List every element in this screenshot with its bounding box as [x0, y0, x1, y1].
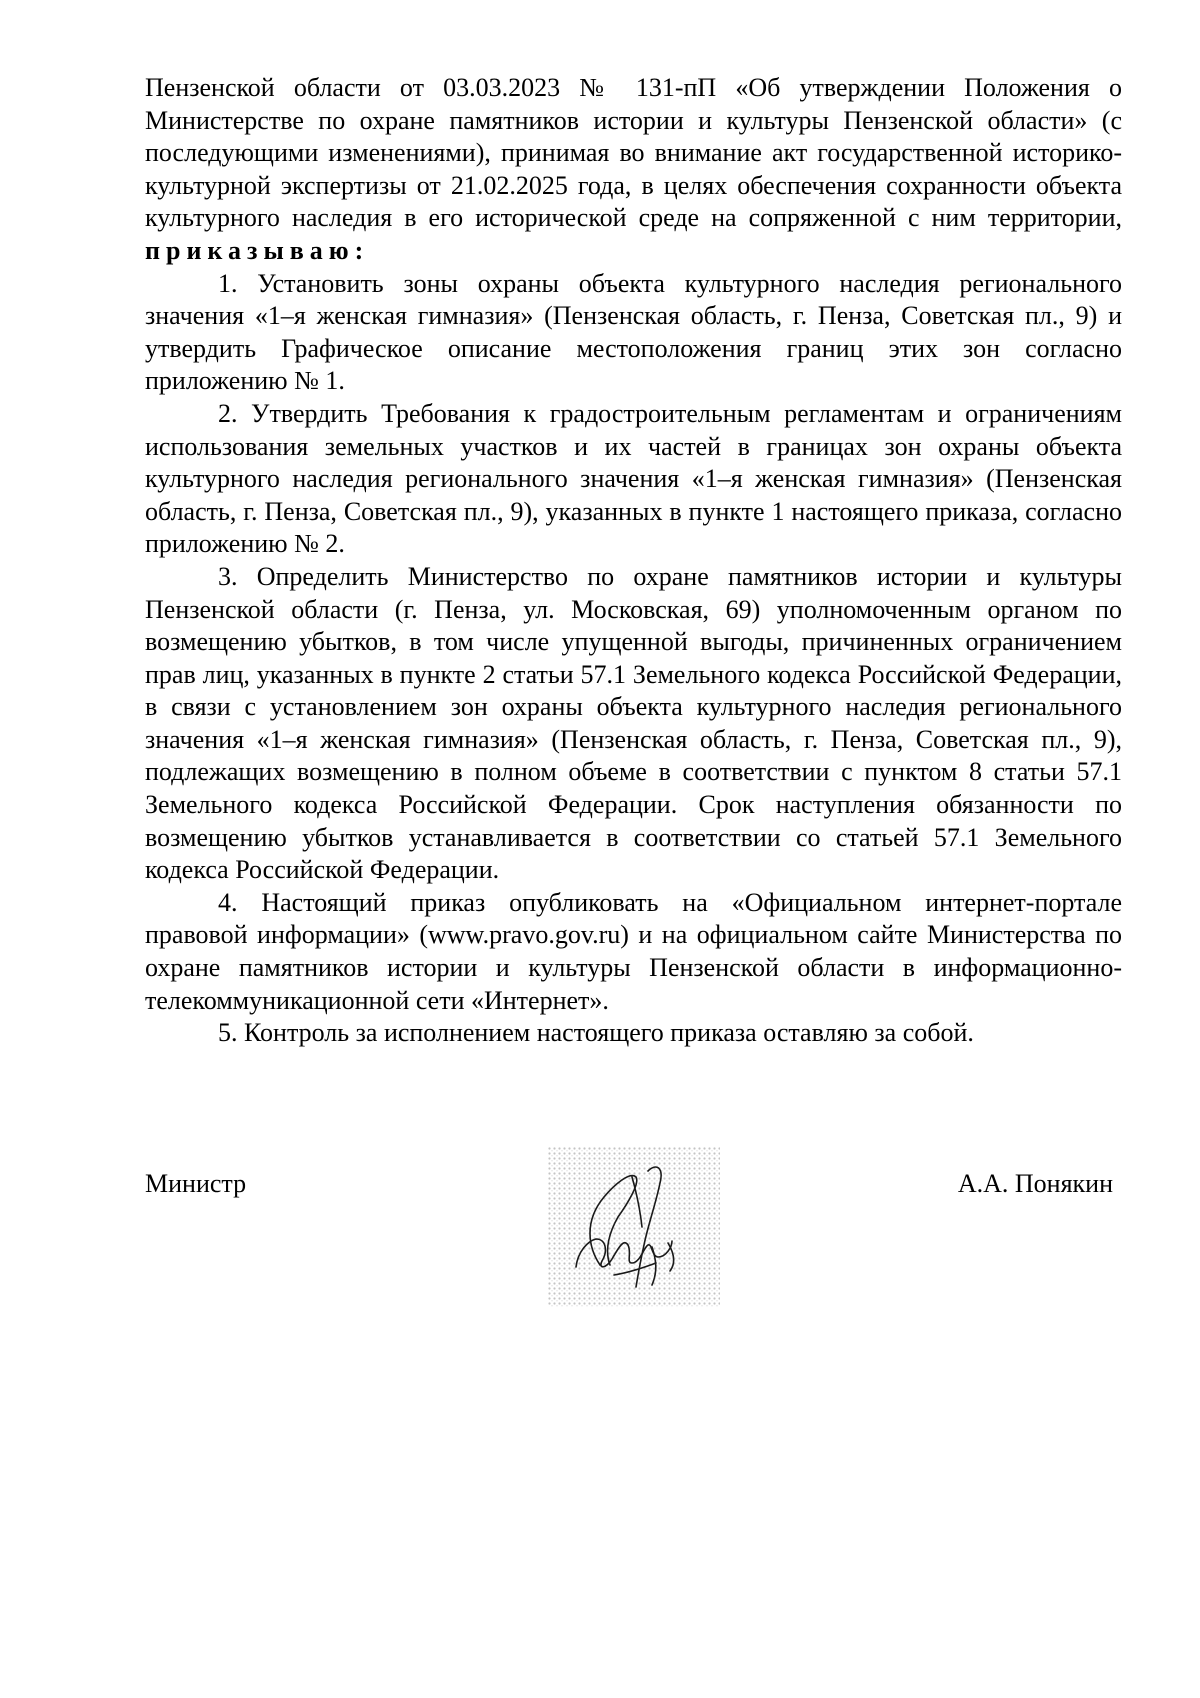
handwritten-signature: [548, 1147, 720, 1307]
signatory-title: Министр: [145, 1169, 247, 1198]
order-item-2: 2. Утвердить Требования к градостроительным регламентам и ограничениям использования земельных участков и их частей в границах зон охраны объекта культурного наследия регионального значения «1–я женская гимназия» (Пензенская область, г. Пенза, Советская пл., 9), указанных в пункте 1 настоящего приказа, согласно приложению № 2.: [145, 398, 1122, 559]
order-body: [145, 72, 1122, 1050]
order-word: приказываю:: [145, 235, 370, 265]
order-item-3: 3. Определить Министерство по охране памятников истории и культуры Пензенской области (г. Пенза, ул. Московская, 69) уполномоченным органом по возмещению убытков, в том числе упущенной выгоды, причиненных ограничением прав лиц, указанных в пункте 2 статьи 57.1 Земельного кодекса Российской Федерации, в связи с установлением зон охраны объекта культурного наследия регионального значения «1–я женская гимназия» (Пензенская область, г. Пенза, Советская пл., 9), подлежащих возмещению в полном объеме в соответствии с пунктом 8 статьи 57.1 Земельного кодекса Российской Федерации. Срок наступления обязанности по возмещению убытков устанавливается в соответствии со статьей 57.1 Земельного кодекса Российской Федерации.: [145, 561, 1122, 885]
order-item-1: 1. Установить зоны охраны объекта культурного наследия регионального значения «1–я женская гимназия» (Пензенская область, г. Пенза, Советская пл., 9) и утвердить Графическое описание местоположения границ этих зон согласно приложению № 1.: [145, 268, 1122, 396]
order-item-5: 5. Контроль за исполнением настоящего приказа оставляю за собой.: [218, 1018, 974, 1048]
signatory-name: А.А. Понякин: [957, 1169, 1113, 1198]
signature-background: [548, 1147, 720, 1307]
preamble-text: Пензенской области от 03.03.2023 № 131-пП «Об утверждении Положения о Министерстве по охране памятников истории и культуры Пензенской области» (с последующими изменениями), принимая во внимание акт государственной историко-культурной экспертизы от 21.02.2025 года, в целях обеспечения сохранности объекта культурного наследия в его исторической среде на сопряженной с ним территории,: [145, 73, 1122, 233]
preamble-paragraph: [145, 72, 1122, 268]
order-item-4: 4. Настоящий приказ опубликовать на «Официальном интернет-портале правовой информации» (www.pravo.gov.ru) и на официальном сайте Министерства по охране памятников истории и культуры Пензенской области в информационно-телекоммуникационной сети «Интернет».: [145, 887, 1122, 1015]
